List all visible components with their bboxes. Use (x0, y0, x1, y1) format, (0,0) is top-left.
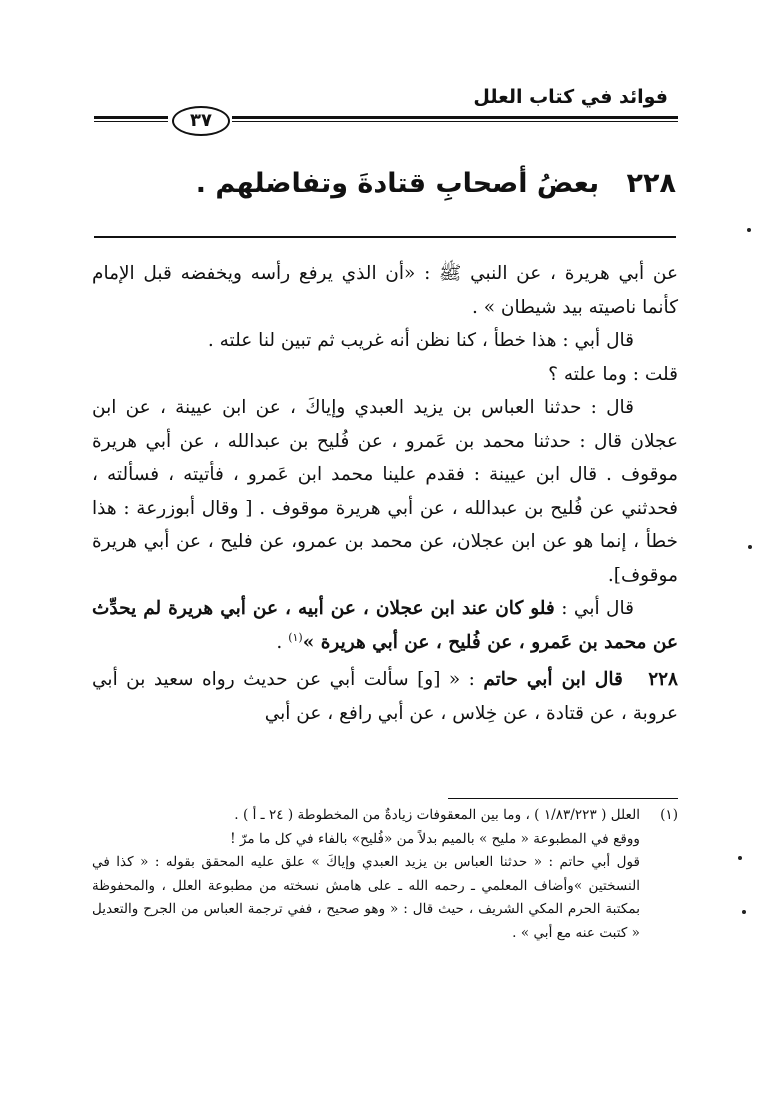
header-rule-left-thin (94, 121, 168, 122)
footnotes (92, 804, 678, 945)
paragraph (92, 592, 678, 659)
scan-mark (742, 910, 746, 914)
main-text (92, 257, 678, 730)
quoted-statement: فلو كان عند ابن عجلان ، عن أبيه ، عن أبي هريرة لم يحدِّث عن محمد بن عَمرو ، عن فُليح ، عن أبي هريرة » (92, 598, 678, 653)
section-heading (160, 168, 676, 199)
scan-mark (738, 856, 742, 860)
paragraph: عن أبي هريرة ، عن النبي ﷺ : «أن الذي يرفع رأسه ويخفضه قبل الإمام كأنما ناصيته بيد شيطان » . (92, 263, 678, 318)
paragraph: قلت : وما علته ؟ (548, 363, 678, 385)
scan-mark (748, 545, 752, 549)
entry-paragraph (92, 663, 678, 730)
header-rule-right-thin (232, 121, 678, 122)
section-number: ٢٢٨ (626, 168, 676, 199)
header-rule-left (94, 116, 168, 119)
paragraph-end: . (276, 631, 289, 653)
footnote-line: ووقع في المطبوعة « مليح » بالميم بدلاً من «فُليح» بالفاء في كل ما مرّ ! (230, 830, 640, 847)
section-heading-rule (94, 236, 676, 238)
running-title: فوائد في كتاب العلل (473, 86, 668, 108)
page-number: ٣٧ (172, 106, 230, 136)
footnote-rule (448, 798, 678, 799)
entry-text: : « [و] سألت أبي عن حديث رواه سعيد بن أبي عروبة ، عن قتادة ، عن خِلاس ، عن أبي رافع ، عن أبي (92, 669, 678, 724)
footnote (92, 804, 678, 828)
footnote-text: العلل ( ١/٨٣/٢٢٣ ) ، وما بين المعقوفات زيادةٌ من المخطوطة ( ٢٤ ـ أ ) . (234, 807, 640, 823)
section-title: بعضُ أصحابِ قتادةَ وتفاضلهم . (195, 168, 600, 199)
paragraph: قال : حدثنا العباس بن يزيد العبدي وإياكَ ، عن ابن عيينة ، عن ابن عجلان قال : حدثنا محمد بن عَمرو ، عن فُليح بن عبدالله ، عن أبي هريرة موقوف . قال ابن عيينة : فقدم علينا محمد ابن عَمرو ، فأتيته ، فسألته ، فحدثني عن فُليح بن عبدالله ، عن أبي هريرة موقوف . [ وقال أبوزرعة : هذا خطأ ، إنما هو عن ابن عجلان، عن محمد بن عمرو، عن فليح ، عن أبي هريرة موقوف]. (92, 397, 678, 586)
footnote-number: (١) (660, 807, 678, 823)
entry-number: ٢٢٨ (648, 669, 678, 690)
paragraph: قال أبي : هذا خطأ ، كنا نظن أنه غريب ثم تبين لنا علته . (207, 330, 634, 351)
header-rule-right (232, 116, 678, 119)
footnote-line: قول أبي حاتم : « حدثنا العباس بن يزيد العبدي وإياكَ » علق عليه المحقق بقوله : « كذا في النسختين »وأضاف المعلمي ـ رحمه الله ـ على هامش نسخته من مطبوعة العلل ، والمحفوظة بمكتبة الحرم المكي الشريف ، حيث قال : « وهو صحيح ، ففي ترجمة العباس من الجرح والتعديل « كتبت عنه مع أبي » . (92, 854, 640, 941)
scan-mark (747, 228, 751, 232)
entry-speaker: قال ابن أبي حاتم (483, 669, 623, 690)
footnote-ref: (١) (288, 630, 303, 644)
paragraph-lead: قال أبي : (554, 598, 634, 619)
